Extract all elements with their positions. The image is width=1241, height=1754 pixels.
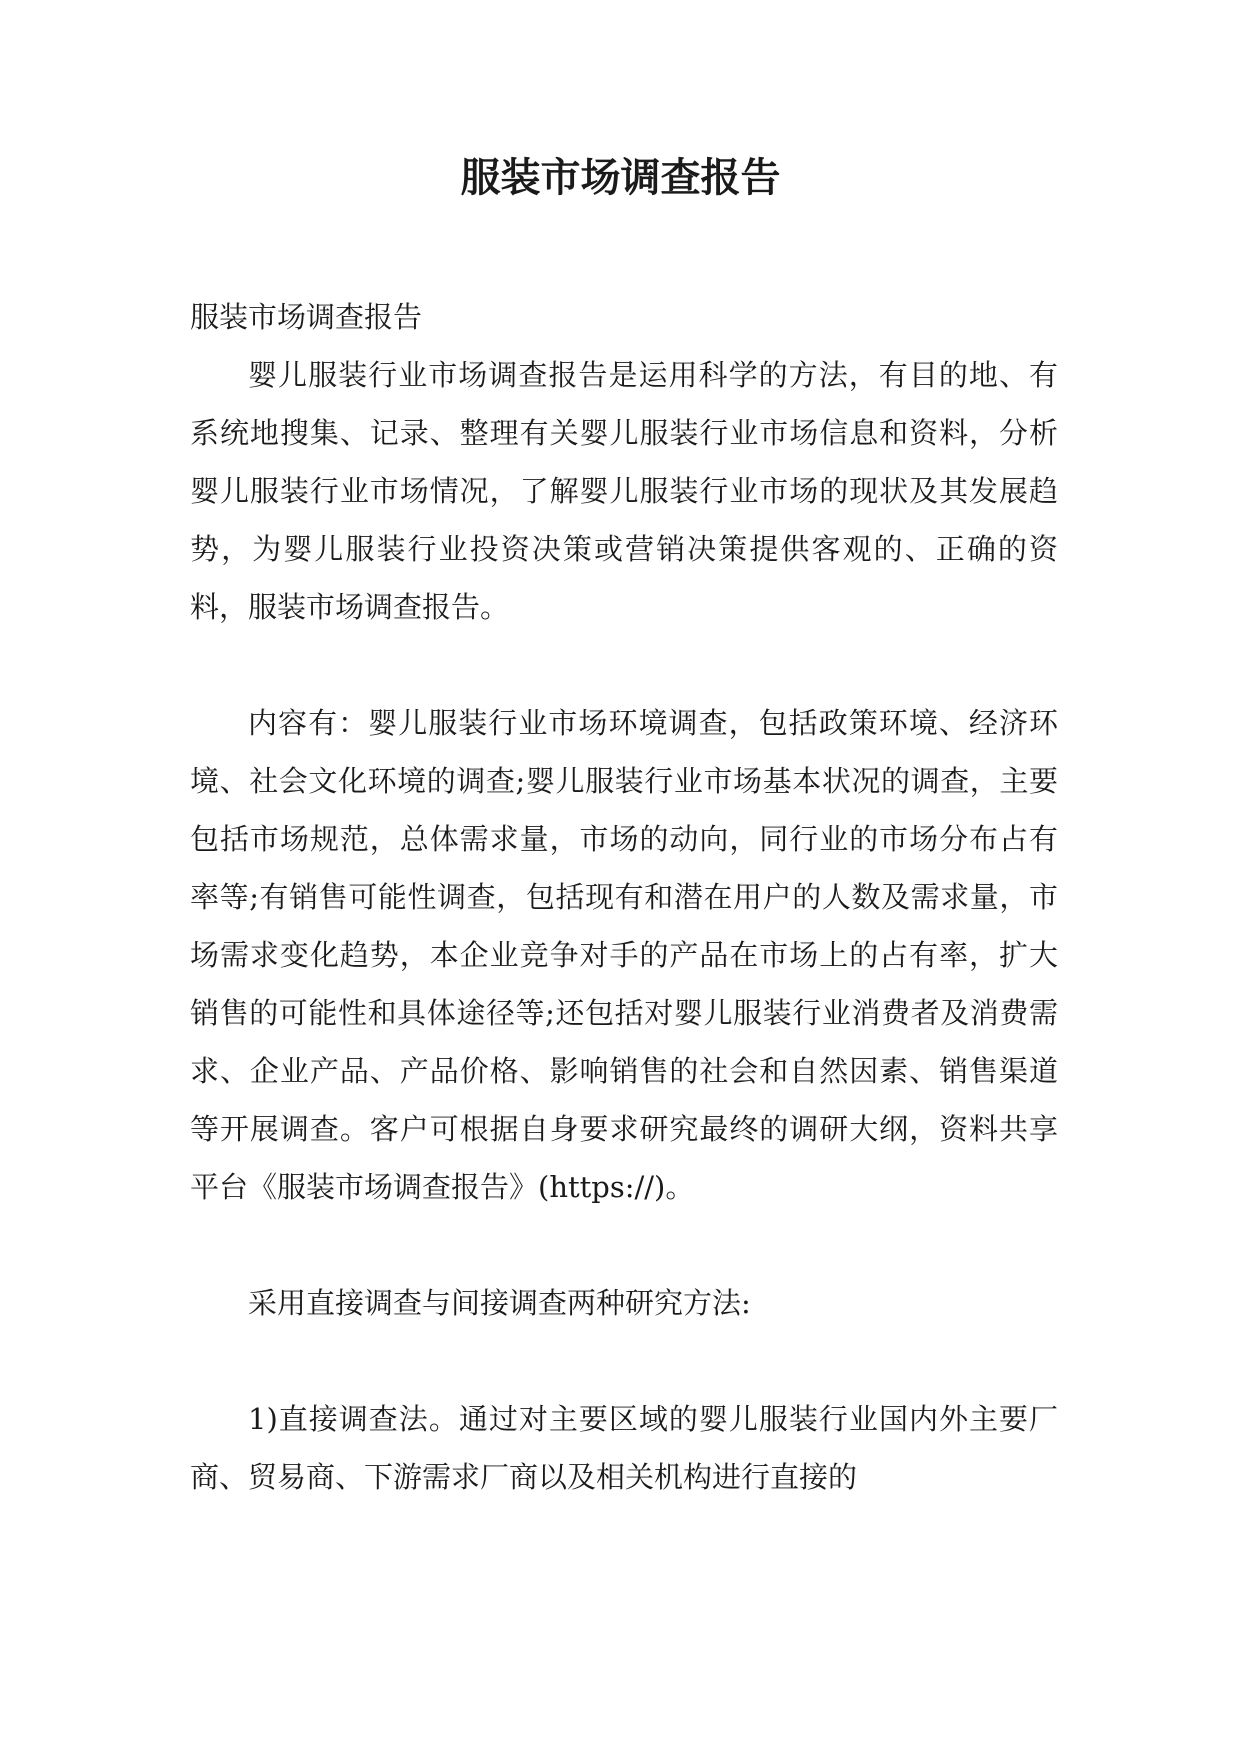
paragraph-heading: 服装市场调查报告 xyxy=(190,300,423,334)
paragraph-direct-survey: 1)直接调查法。通过对主要区域的婴儿服装行业国内外主要厂商、贸易商、下游需求厂商以及相关机构进行直接的 xyxy=(190,1402,1058,1494)
document-title: 服装市场调查报告 xyxy=(460,154,781,201)
paragraph-intro: 婴儿服装行业市场调查报告是运用科学的方法，有目的地、有系统地搜集、记录、整理有关婴儿服装行业市场信息和资料，分析婴儿服装行业市场情况，了解婴儿服装行业市场的现状及其发展趋势，为婴儿服装行业投资决策或营销决策提供客观的、正确的资料，服装市场调查报告。 xyxy=(190,358,1058,624)
paragraph-content: 内容有：婴儿服装行业市场环境调查，包括政策环境、经济环境、社会文化环境的调查;婴儿服装行业市场基本状况的调查，主要包括市场规范，总体需求量，市场的动向，同行业的市场分布占有率等;有销售可能性调查，包括现有和潜在用户的人数及需求量，市场需求变化趋势，本企业竞争对手的产品在市场上的占有率，扩大销售的可能性和具体途径等;还包括对婴儿服装行业消费者及消费需求、企业产品、产品价格、影响销售的社会和自然因素、销售渠道等开展调查。客户可根据自身要求研究最终的调研大纲，资料共享平台《服装市场调查报告》(https://)。 xyxy=(190,706,1058,1204)
document-body xyxy=(190,288,1058,1506)
paragraph-methods: 采用直接调查与间接调查两种研究方法: xyxy=(248,1286,751,1320)
